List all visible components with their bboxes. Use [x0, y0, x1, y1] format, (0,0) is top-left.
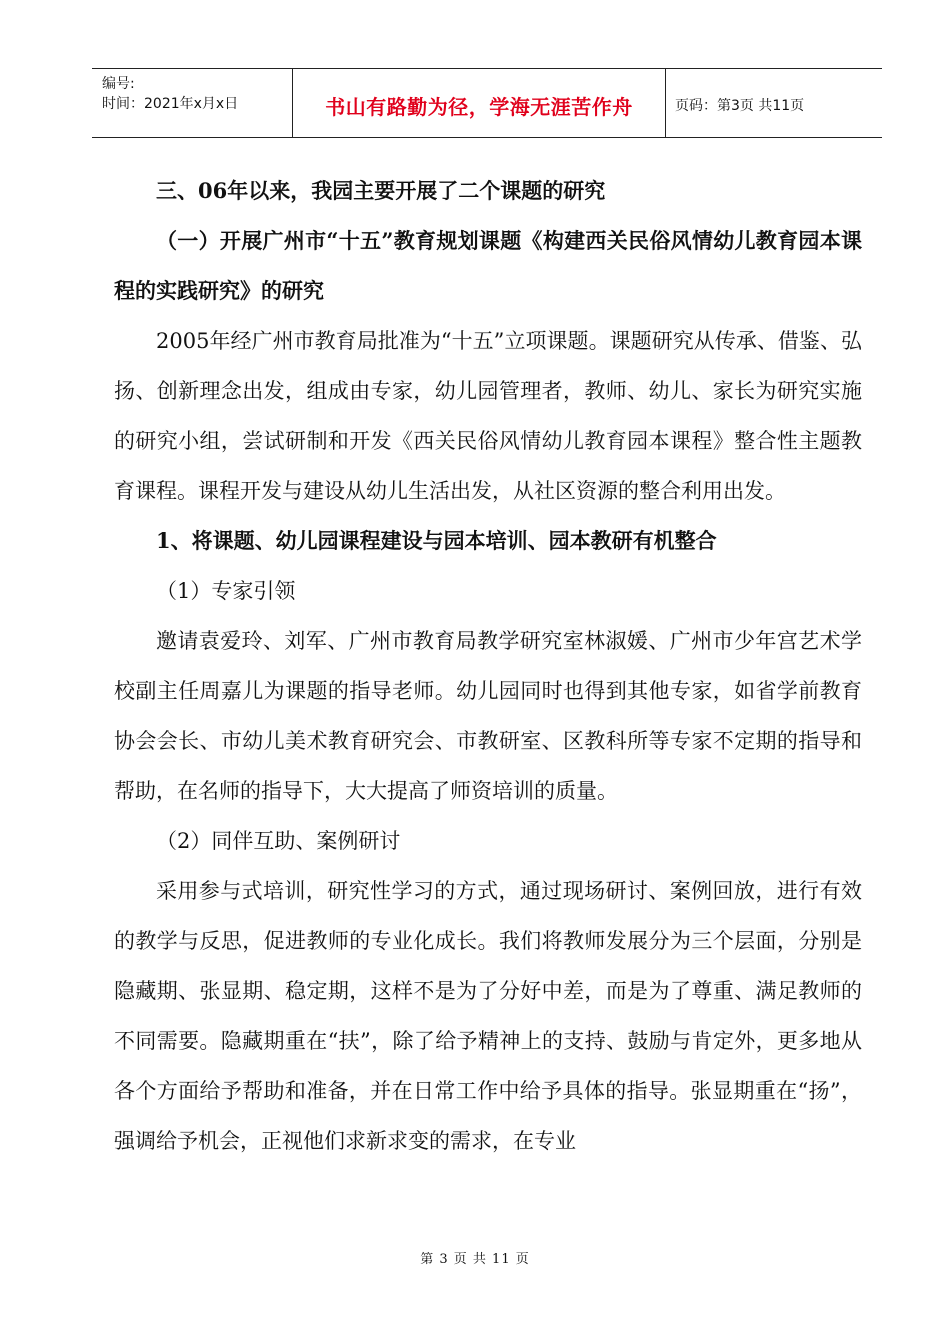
section-heading: 三、06年以来，我园主要开展了二个课题的研究	[156, 178, 606, 203]
body-paragraph: 采用参与式培训，研究性学习的方式，通过现场研讨、案例回放，进行有效的教学与反思，促进教师的专业化成长。我们将教师发展分为三个层面，分别是隐藏期、张显期、稳定期，这样不是为了分好中差，而是为了尊重、满足教师的不同需要。隐藏期重在“扶”，除了给予精神上的支持、鼓励与肯定外，更多地从各个方面给予帮助和准备，并在日常工作中给予具体的指导。张显期重在“扬”，强调给予机会，正视他们求新求变的需求，在专业	[114, 879, 862, 1153]
sub-item-heading: （1）专家引领	[156, 579, 296, 603]
document-body	[114, 166, 862, 1166]
body-paragraph: 2005年经广州市教育局批准为“十五”立项课题。课题研究从传承、借鉴、弘扬、创新理念出发，组成由专家，幼儿园管理者，教师、幼儿、家长为研究实施的研究小组，尝试研制和开发《西关民俗风情幼儿教育园本课程》整合性主题教育课程。课程开发与建设从幼儿生活出发，从社区资源的整合利用出发。	[114, 329, 862, 503]
sub-item-heading: （2）同伴互助、案例研讨	[156, 829, 401, 853]
subsection-heading: （一）开展广州市“十五”教育规划课题《构建西关民俗风情幼儿教育园本课程的实践研究》的研究	[114, 228, 862, 303]
header-info-cell	[92, 69, 292, 137]
page-number-label: 页码：第3页 共11页	[675, 98, 805, 114]
header-page-cell	[665, 69, 882, 137]
number-label: 编号:	[102, 76, 135, 92]
page-footer: 第 3 页 共 11 页	[420, 1252, 530, 1267]
motto-text: 书山有路勤为径，学海无涯苦作舟	[325, 95, 633, 119]
document-header	[92, 68, 882, 138]
body-paragraph: 邀请袁爱玲、刘军、广州市教育局教学研究室林淑媛、广州市少年宫艺术学校副主任周嘉儿为课题的指导老师。幼儿园同时也得到其他专家，如省学前教育协会会长、市幼儿美术教育研究会、市教研室、区教科所等专家不定期的指导和帮助，在名师的指导下，大大提高了师资培训的质量。	[114, 629, 862, 803]
time-label: 时间：2021年x月x日	[102, 96, 239, 112]
header-motto-cell	[292, 69, 666, 137]
item-heading: 1、将课题、幼儿园课程建设与园本培训、园本教研有机整合	[156, 528, 717, 553]
